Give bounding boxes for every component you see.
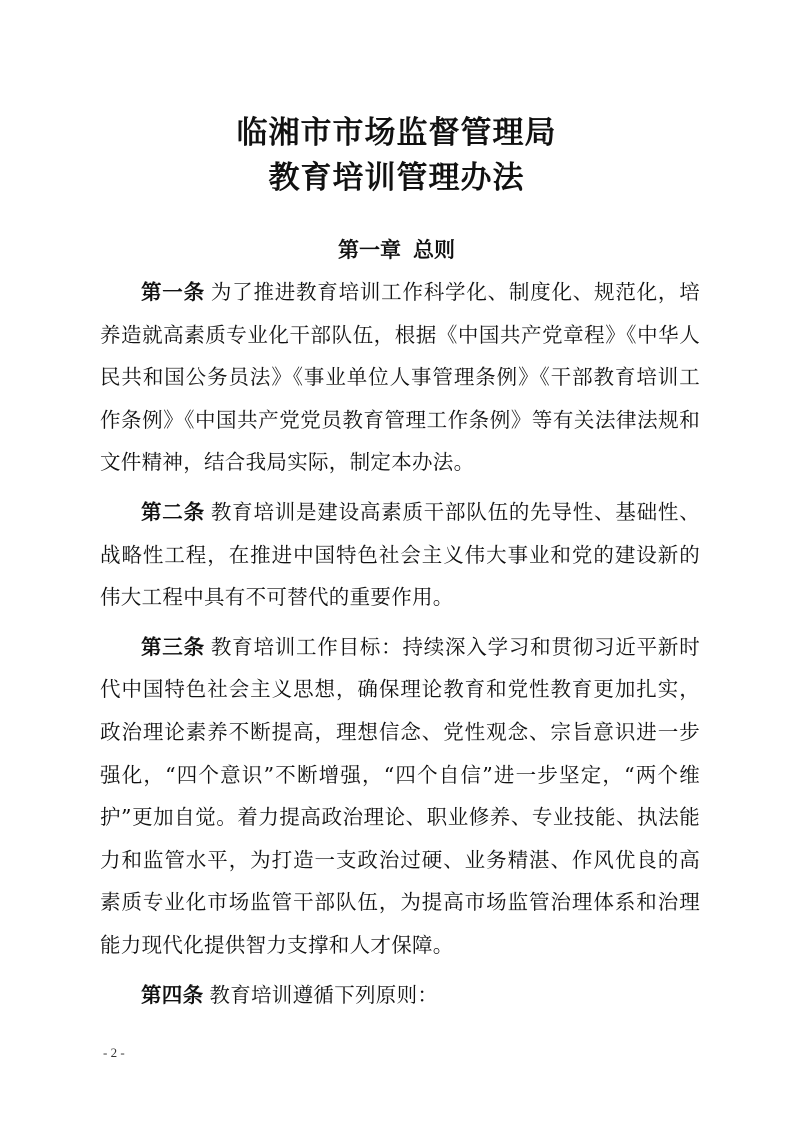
document-body — [100, 271, 700, 1016]
article-2-number: 第二条 — [141, 499, 205, 524]
article-4-number: 第四条 — [141, 982, 204, 1007]
article-3-number: 第三条 — [141, 634, 205, 659]
article-1-number: 第一条 — [141, 280, 205, 304]
chapter-name: 总则 — [413, 238, 455, 262]
article-4 — [100, 974, 700, 1017]
article-3-text: 教育培训工作目标：持续深入学习和贯彻习近平新时代中国特色社会主义思想，确保理论教育和党性教育更加扎实，政治理论素养不断提高，理想信念、党性观念、宗旨意识进一步强化，“四个意识”不断增强，“四个自信”进一步坚定，“两个维护”更加自觉。着力提高政治理论、职业修养、专业技能、执法能力和监管水平，为打造一支政治过硬、业务精湛、作风优良的高素质专业化市场监管干部队伍，为提高市场监管治理体系和治理能力现代化提供智力支撑和人才保障。 — [100, 634, 700, 957]
chapter-heading — [0, 235, 793, 265]
article-3 — [100, 626, 700, 967]
chapter-number: 第一章 — [338, 238, 401, 262]
article-2-text: 教育培训是建设高素质干部队伍的先导性、基础性、战略性工程，在推进中国特色社会主义伟大事业和党的建设新的伟大工程中具有不可替代的重要作用。 — [100, 499, 700, 610]
page-number: - 2 - — [103, 1045, 125, 1060]
document-title-line-1: 临湘市市场监督管理局 — [236, 115, 557, 151]
document-title-line-2: 教育培训管理办法 — [268, 160, 525, 196]
article-2 — [100, 491, 700, 619]
article-4-text: 教育培训遵循下列原则： — [209, 982, 439, 1007]
article-1 — [100, 271, 700, 484]
article-1-text: 为了推进教育培训工作科学化、制度化、规范化，培养造就高素质专业化干部队伍，根据《中国共产党章程》《中华人民共和国公务员法》《事业单位人事管理条例》《干部教育培训工作条例》《中国共产党党员教育管理工作条例》等有关法律法规和文件精神，结合我局实际，制定本办法。 — [100, 280, 700, 475]
